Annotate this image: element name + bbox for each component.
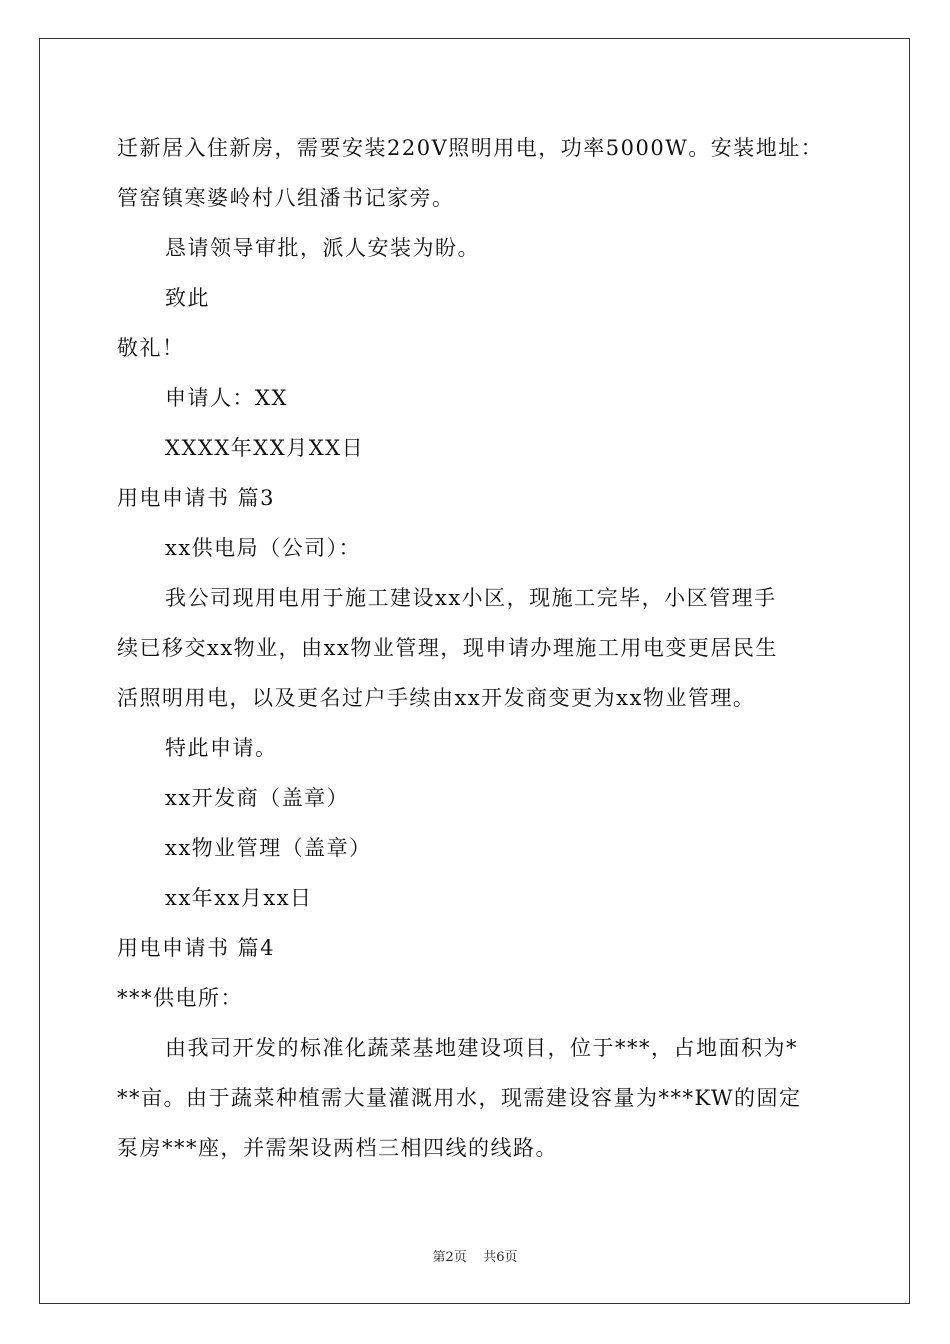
paragraph-line: 泵房***座，并需架设两档三相四线的线路。: [117, 1136, 558, 1160]
paragraph-line: 由我司开发的标准化蔬菜基地建设项目，位于***，占地面积为*: [165, 1036, 798, 1060]
paragraph-line: 恳请领导审批，派人安装为盼。: [165, 236, 480, 260]
page-number: 第2页: [432, 1250, 467, 1265]
page-total: 共6页: [483, 1250, 518, 1265]
paragraph-line: **亩。由于蔬菜种植需大量灌溉用水，现需建设容量为***KW的固定: [117, 1086, 802, 1110]
recipient-line: xx供电局（公司）：: [165, 536, 362, 560]
date-line: XXXX年XX月XX日: [165, 436, 365, 460]
section-heading: 用电申请书 篇3: [117, 486, 276, 510]
closing-line: 特此申请。: [165, 736, 278, 760]
page-footer: [0, 1246, 950, 1265]
signature-line: xx物业管理（盖章）: [165, 836, 372, 860]
recipient-line: ***供电所：: [117, 986, 243, 1010]
closing-line: 致此: [165, 286, 210, 310]
signature-line: xx开发商（盖章）: [165, 786, 350, 810]
paragraph-line: 活照明用电，以及更名过户手续由xx开发商变更为xx物业管理。: [117, 686, 756, 710]
paragraph-line: 我公司现用电用于施工建设xx小区，现施工完毕，小区管理手: [165, 586, 777, 610]
paragraph-line: 续已移交xx物业，由xx物业管理，现申请办理施工用电变更居民生: [117, 636, 778, 660]
section-heading: 用电申请书 篇4: [117, 936, 276, 960]
applicant-line: 申请人：XX: [165, 386, 288, 410]
date-line: xx年xx月xx日: [165, 886, 313, 910]
document-body: [117, 130, 842, 1180]
salutation-line: 敬礼！: [117, 336, 185, 360]
paragraph-line: 迁新居入住新房，需要安装220V照明用电，功率5000W。安装地址：: [117, 136, 824, 160]
paragraph-line: 管窑镇寒婆岭村八组潘书记家旁。: [117, 186, 455, 210]
